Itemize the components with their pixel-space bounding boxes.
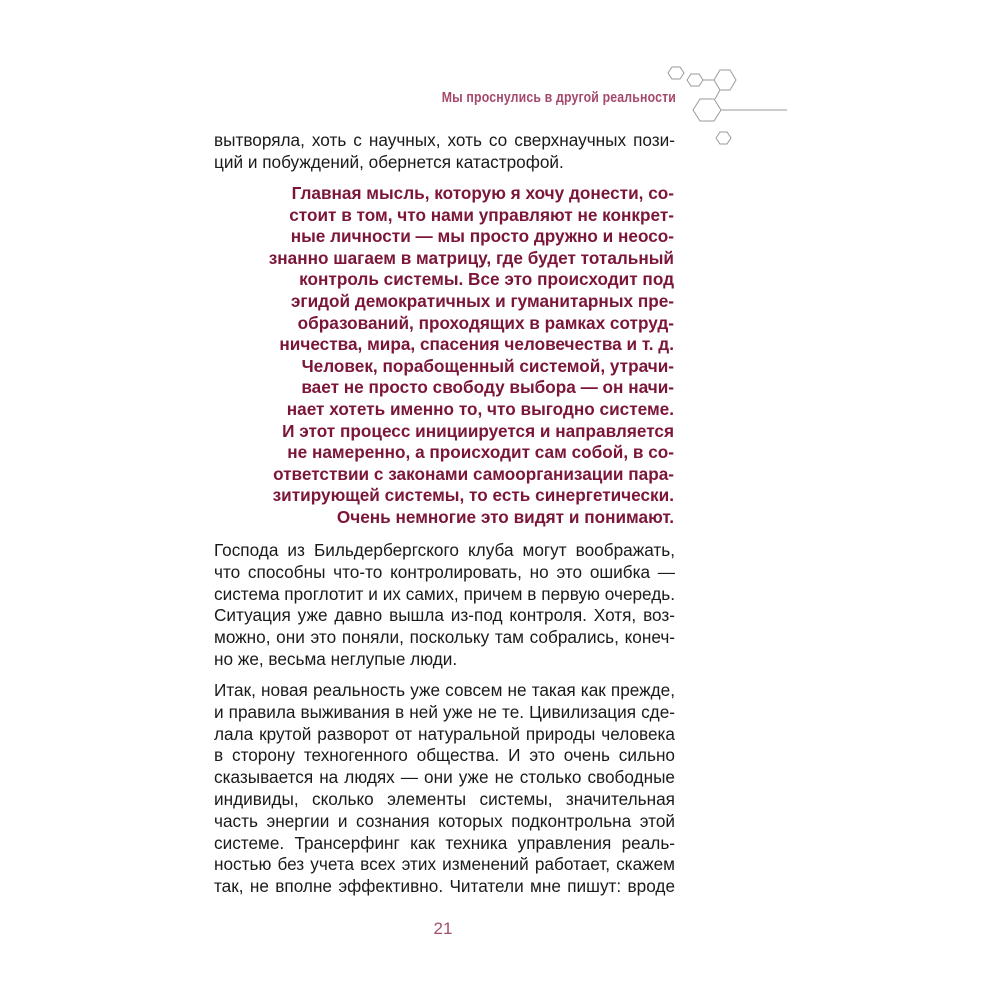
text-line: ностью без учета всех этих изменений работает, скажем	[214, 854, 675, 875]
paragraph-3	[214, 680, 675, 898]
text-line: сказывается на людях — они уже не столько свободные	[214, 767, 675, 788]
text-line: что способны что-то контролировать, но это ошибка —	[214, 561, 675, 582]
quote-line: зитирующей системы, то есть синергетически.	[272, 485, 674, 506]
text-line: Итак, новая реальность уже совсем не такая как прежде,	[214, 680, 675, 700]
quote-line: не намеренно, а происходит сам собой, в со-	[287, 442, 674, 463]
text-line: в сторону техногенного общества. И это очень сильно	[214, 745, 675, 766]
text-line: индивиды, сколько элементы системы, значительная	[214, 788, 675, 809]
quote-line: вает не просто свободу выбора — он начи-	[301, 377, 674, 398]
quote-line: нает хотеть именно то, что выгодно системе.	[286, 398, 674, 419]
highlighted-quote	[214, 183, 674, 529]
running-title: Мы проснулись в другой реальности	[441, 89, 676, 106]
quote-line: эгидой демократичных и гуманитарных пре-	[290, 290, 674, 311]
quote-line: контроль системы. Все это происходит под	[299, 269, 674, 290]
text-line: и правила выживания в ней уже не те. Цивилизация сде-	[214, 701, 675, 722]
paragraph-2	[214, 540, 675, 671]
text-line: можно, они это поняли, поскольку там собрались, конеч-	[214, 627, 675, 648]
quote-line: ответствии с законами самоорганизации пара-	[273, 463, 674, 484]
quote-line: Человек, порабощенный системой, утрачи-	[301, 355, 674, 376]
quote-line: образований, проходящих в рамках сотруд-	[297, 312, 674, 333]
quote-line: знанно шагаем в матрицу, где будет тотальный	[268, 247, 674, 268]
text-line: Господа из Бильдербергского клуба могут воображать,	[214, 540, 675, 560]
quote-line: ничества, мира, спасения человечества и т. д.	[279, 334, 674, 355]
hexagon-decoration-icon	[660, 60, 800, 160]
paragraph-1	[214, 130, 675, 174]
text-line: вытворяла, хоть с научных, хоть со сверхнаучных пози-	[214, 130, 675, 150]
text-line: лала крутой разворот от натуральной природы человека	[214, 723, 675, 744]
text-line: так, не вполне эффективно. Читатели мне пишут: вроде	[214, 876, 675, 897]
quote-line: стоит в том, что нами управляют не конкрет-	[289, 204, 674, 225]
page-number: 21	[433, 919, 453, 938]
text-line: Ситуация уже давно вышла из-под контроля. Хотя, воз-	[214, 605, 675, 626]
text-line: часть энергии и сознания которых подконтрольна этой	[214, 810, 675, 831]
text-line: система проглотит и их самих, причем в первую очередь.	[214, 583, 675, 604]
quote-line: И этот процесс инициируется и направляется	[282, 420, 674, 441]
text-line: системе. Трансерфинг как техника управления реаль-	[214, 832, 675, 853]
text-line: ций и побуждений, обернется катастрофой.	[214, 151, 564, 172]
quote-line: Очень немногие это видят и понимают.	[336, 506, 674, 527]
quote-line: Главная мысль, которую я хочу донести, со-	[291, 183, 674, 203]
quote-line: ные личности — мы просто дружно и неосо-	[290, 226, 674, 247]
text-line: но же, весьма неглупые люди.	[214, 648, 458, 669]
